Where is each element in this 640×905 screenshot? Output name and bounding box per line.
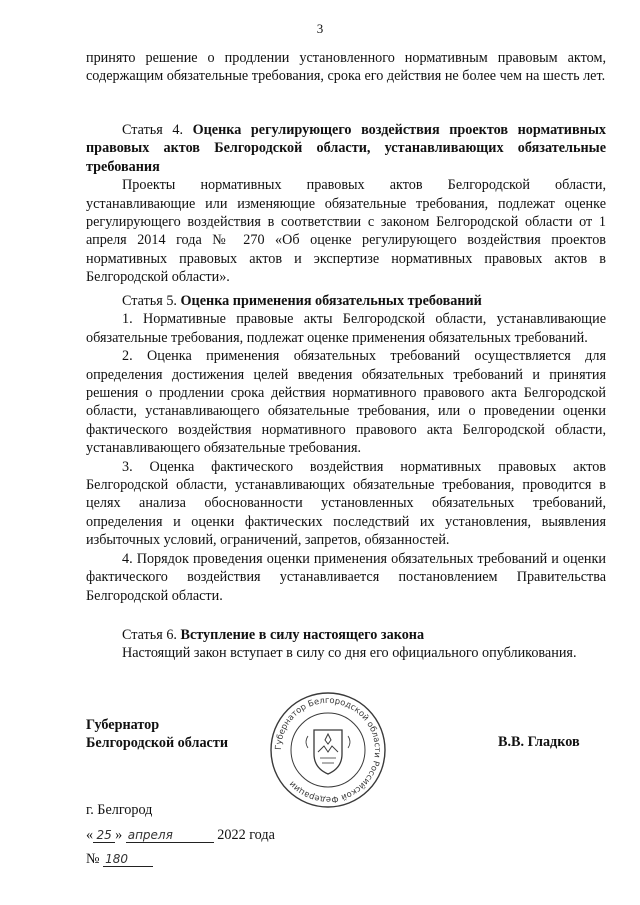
svg-text:Губернатор Белгородской област xyxy=(273,695,383,805)
article-5-heading xyxy=(86,292,606,310)
article-4 xyxy=(86,121,606,287)
signatory-title xyxy=(86,716,228,753)
page-number: 3 xyxy=(316,21,324,36)
law-number-value: 180 xyxy=(103,852,153,867)
place-of-signing: г. Белгород xyxy=(86,802,153,818)
official-seal xyxy=(268,690,388,810)
article-5-title: Оценка применения обязательных требований xyxy=(180,293,482,309)
law-number xyxy=(86,850,153,868)
article-5-paragraph-3: 3. Оценка фактического воздействия нормативных правовых актов Белгородской области, устанавливающих обязательные требования, проводится в целях анализа обоснованности установленных обязательных требований, определения и оценки фактических последствий их установления, выявления избыточных условий, ограничений, запретов, обязанностей. xyxy=(86,458,606,549)
article-5-label: Статья 5. xyxy=(122,293,177,309)
article-6-title: Вступление в силу настоящего закона xyxy=(180,627,425,643)
date-month: апреля xyxy=(126,828,214,843)
article-5-paragraph-4: 4. Порядок проведения оценки применения обязательных требований и оценки фактического воздействия устанавливается постановлением Правительства Белгородской области. xyxy=(86,550,606,604)
law-number-prefix: № xyxy=(86,851,100,867)
article-4-text: Проекты нормативных правовых актов Белгородской области, устанавливающие или изменяющие обязательные требования, подлежат оценке регулирующего воздействия в соответствии с законом Белгородской области от 1 апреля 2014 года № 270 «Об оценке регулирующего воздействия проектов нормативных правовых актов и экспертизе нормативных правовых актов в Белгородской области». xyxy=(86,177,606,286)
article-4-heading xyxy=(86,121,606,176)
intro-text: принято решение о продлении установленного нормативным правовым актом, содержащим обязательные требования, срока его действия не более чем на шесть лет. xyxy=(86,50,606,85)
seal-stamp-icon xyxy=(268,690,388,810)
signatory-title-line-1: Губернатор xyxy=(86,717,160,733)
article-4-title: Оценка регулирующего воздействия проектов нормативных правовых актов Белгородской области, устанавливающих обязательные требования xyxy=(86,122,606,175)
article-4-label: Статья 4. xyxy=(122,122,183,138)
date-year: 2022 года xyxy=(217,827,275,843)
article-5-paragraph-2: 2. Оценка применения обязательных требований осуществляется для определения достижения целей введения обязательных требований и принятия решения о продлении срока действия нормативного правового акта Белгородской области, устанавливающего обязательные требования, или о проведении оценки фактического воздействия нормативного правового акта Белгородской области, устанавливающего обязательные требования. xyxy=(86,348,606,457)
intro-paragraph xyxy=(86,49,606,86)
article-6-label: Статья 6. xyxy=(122,627,177,643)
article-5 xyxy=(86,292,606,605)
signatory-name: В.В. Гладков xyxy=(498,734,580,750)
signatory-title-line-2: Белгородской области xyxy=(86,735,228,752)
date-open-quote: « xyxy=(86,827,94,843)
article-5-paragraph-1: 1. Нормативные правовые акты Белгородской области, устанавливающие обязательные требования, подлежат оценке применения обязательных требований. xyxy=(86,311,606,346)
date-close-quote: » xyxy=(115,827,123,843)
article-6 xyxy=(86,626,606,663)
article-6-heading xyxy=(86,626,606,644)
seal-ring-text: Губернатор Белгородской области Российской Федерации xyxy=(272,694,384,806)
article-6-text: Настоящий закон вступает в силу со дня его официального опубликования. xyxy=(122,645,577,662)
date-day: 25 xyxy=(93,828,115,843)
signing-date xyxy=(86,826,275,844)
